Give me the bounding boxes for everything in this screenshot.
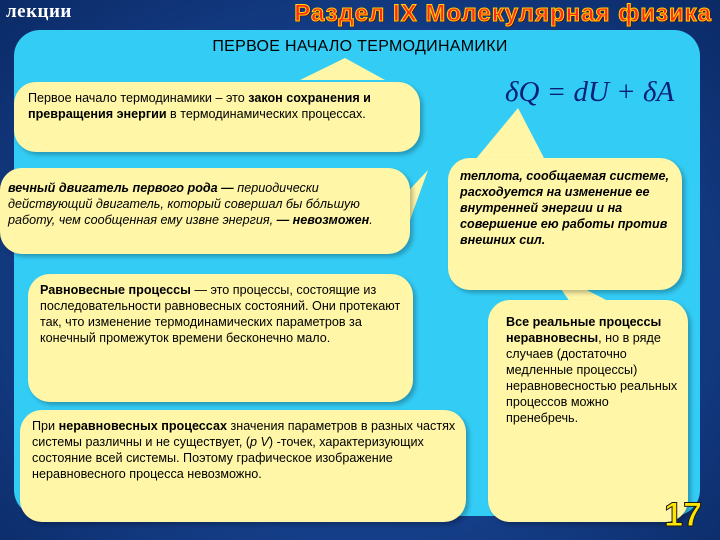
equilibrium-callout (28, 274, 413, 402)
law-text-bold: закон сохранения и превращения энергии (28, 91, 371, 121)
noneq-bold: неравновесных процессах (58, 419, 227, 433)
law-text-pre: Первое начало термодинамики – это (28, 91, 249, 105)
heat-callout: теплота, сообщаемая системе, расходуется на изменение ее внутренней энергии и на совершение ею работы против внешних сил. (448, 158, 682, 290)
perpetual-text: периодически действующий двигатель, который совершал бы бóльшую работу, чем сообщенная ему извне энергия, (8, 181, 360, 227)
perpetual-end: . (369, 213, 373, 227)
real-bold: Все реальные процессы неравновесны (506, 315, 662, 345)
perpetual-motion-callout (0, 168, 410, 254)
noneq-italic: p V (250, 435, 269, 449)
page-number: 17 (664, 496, 702, 534)
noneq-pre: При (32, 419, 59, 433)
nonequilibrium-callout (20, 410, 466, 522)
lecture-label: лекции (6, 1, 72, 22)
real-text: , но в ряде случаев (достаточно медленные процессы) неравновесностью реальных процессов можно пренебречь. (506, 331, 678, 425)
perpetual-bold: вечный двигатель первого рода — (8, 181, 234, 195)
section-title: Раздел IX Молекулярная физика (294, 0, 712, 27)
law-callout-tail (300, 58, 385, 80)
first-law-formula: δQ = dU + δA (505, 76, 675, 108)
slide-title: ПЕРВОЕ НАЧАЛО ТЕРМОДИНАМИКИ (212, 38, 508, 55)
heat-callout-tail (475, 108, 545, 160)
real-processes-callout (488, 300, 688, 522)
perpetual-bold2: — невозможен (276, 213, 370, 227)
law-text-post: в термодинамических процессах. (166, 107, 366, 121)
equilibrium-text: — это процессы, состоящие из последовательности равновесных состояний. Они протекают так, что изменение термодинамических параметров за конечный промежуток времени бесконечно мало. (40, 283, 401, 345)
law-callout (14, 82, 420, 152)
noneq-text: значения параметров в разных частях системы различны и не существует, ( (32, 419, 456, 449)
equilibrium-bold: Равновесные процессы (40, 283, 191, 297)
noneq-text2: ) -точек, характеризующих состояние всей системы. Поэтому графическое изображение неравновесного процесса невозможно. (32, 435, 424, 481)
